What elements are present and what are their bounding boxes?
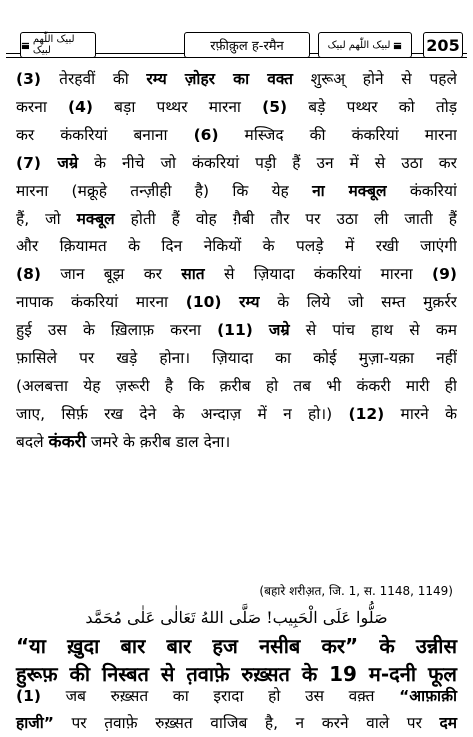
page-header (6, 32, 467, 62)
text-line: हाजी” पर त़वाफ़े रुख़्सत वाजिब है, न करने वाले पर दम (16, 714, 457, 732)
body-text (16, 66, 457, 457)
text-line: (अलबत्ता येह ज़रूरी है कि क़रीब हो तब भी कंकरी मारी ही (16, 376, 457, 395)
section-subheading: हुरूफ़ की निस्बत से त़वाफ़े रुख़्सत के 19 म-दनी फूल (16, 662, 457, 686)
durood-arabic: صَلُّوا عَلَى الْحَبِيب! صَلَّى اللهُ تَعَالٰى عَلٰى مُحَمَّد (85, 608, 388, 627)
text-line: नापाक कंकरियां मारना (10) रम्य के लिये जो सम्त मुक़र्रर (16, 293, 457, 312)
page-number: 205 (423, 32, 463, 58)
text-line: कर कंकरियां बनाना (6) मस्जिद की कंकरियां मारना (16, 125, 457, 144)
header-title: रफ़ीक़ुल ह-रमैन (184, 32, 310, 58)
header-logo-right-text: لبیک اللّٰھم لبیک (327, 39, 391, 51)
kaaba-icon (21, 41, 30, 50)
text-line: मारना (मक्रूहे तन्ज़ीही है) कि येह ना मक्बूल कंकरियां (16, 181, 457, 200)
text-line: (8) जान बूझ कर सात से ज़ियादा कंकरियां मारना (9) (16, 265, 457, 284)
text-line: हुई उस के ख़िलाफ़ करना (11) जम्रे से पांच हाथ से कम (16, 321, 457, 340)
text-line: जाए, सिर्फ़ रख देने के अन्दाज़ में न हो।) (12) मारने के (16, 404, 457, 423)
text-line: फ़ासिले पर खड़े होना। ज़ियादा का कोई मुज़ा-यक़ा नहीं (16, 349, 457, 368)
text-line: (1) जब रुख़्सत का इरादा हो उस वक़्त “आफ़ाक़ी (16, 687, 457, 705)
reference-citation: (बहारे शरीअ़त, जि. 1, स. 1148, 1149) (259, 584, 453, 598)
header-logo-right (318, 32, 412, 58)
kaaba-icon (393, 41, 402, 50)
header-logo-left (20, 32, 96, 58)
text-line: (7) जम्रे के नीचे जो कंकरियां पड़ी हैं उन में से उठा कर (16, 153, 457, 172)
text-line: (3) तेरहवीं की रम्य ज़ोहर का वक्त शुरूअ् होने से पहले (16, 70, 457, 88)
text-line: बदले कंकरी जमरे के क़रीब डाल देना। (16, 431, 231, 452)
text-line: हैं, जो मक्बूल होती हैं वोह ग़ैबी तौर पर उठा ली जाती हैं (16, 209, 457, 228)
text-line: करना (4) बड़ा पथ्थर मारना (5) बड़े पथ्थर को तोड़ (16, 97, 457, 116)
text-line: और क़ियामत के दिन नेकियों के पलड़े में रखी जाएंगी (16, 237, 457, 256)
section-heading: “या ख़ुदा बार बार हज नसीब कर” के उन्नीस (16, 634, 457, 658)
header-logo-left-text: لبیک اللّٰھم لبیک (32, 34, 75, 56)
